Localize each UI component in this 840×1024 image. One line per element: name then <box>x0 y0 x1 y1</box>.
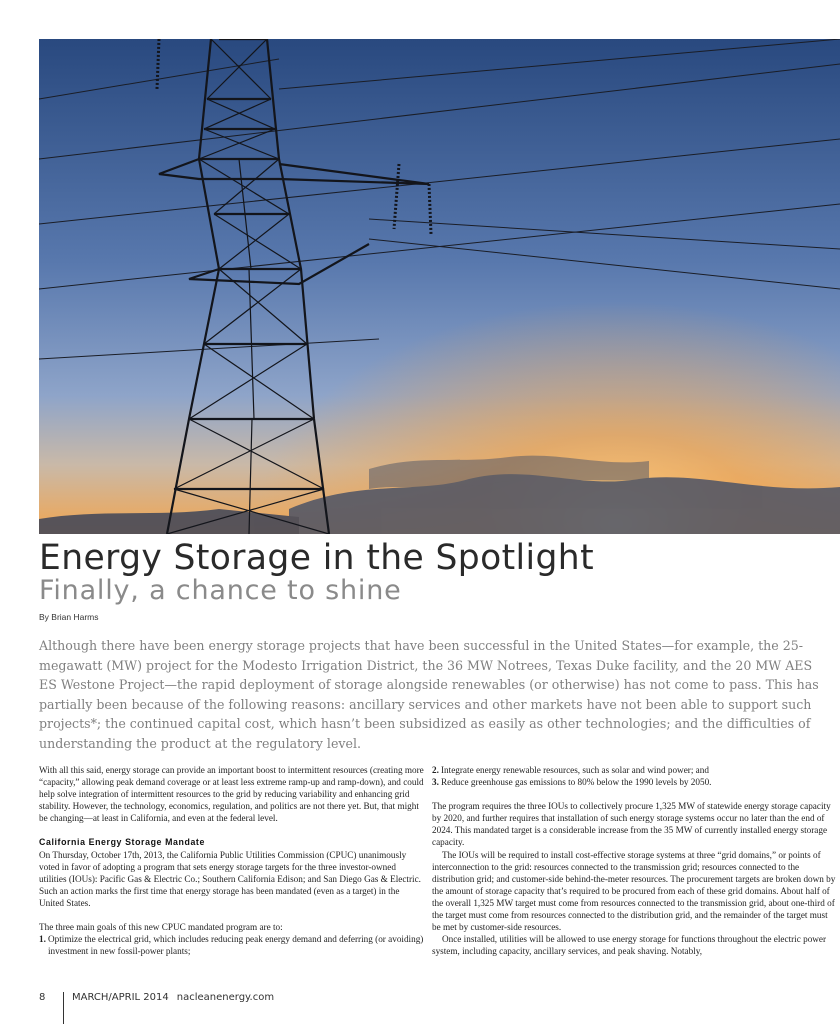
hero-photo <box>39 39 840 534</box>
page-number: 8 <box>39 992 46 1003</box>
website-link[interactable]: nacleanenergy.com <box>176 992 275 1003</box>
list-text: Reduce greenhouse gas emissions to 80% below the 1990 levels by 2050. <box>441 777 712 788</box>
body-paragraph: The IOUs will be required to install cost-effective storage systems at three “grid domains,” or points of interconnection to the grid: resources connected to the transmission grid; resources connected to the distribution grid; and customer-side behind-the-meter resources. The procurement targets are broken down by the amount of storage capacity that’s required to be procured from each of these grid domains. About half of the overall 1,325 MW target must come from resources connected to the transmission grid, about one-third of the target must come from resources connected to the distribution grid, and the remainder of the target must be met by customer-side resources. <box>432 849 836 933</box>
list-text: Optimize the electrical grid, which includes reducing peak energy demand and deferring (or avoiding) investment in new fossil-power plants; <box>48 934 424 957</box>
goal-list-item <box>432 776 836 788</box>
byline: By Brian Harms <box>39 612 99 622</box>
section-heading: California Energy Storage Mandate <box>39 837 205 848</box>
body-paragraph: On Thursday, October 17th, 2013, the California Public Utilities Commission (CPUC) unanimously voted in favor of adopting a program that sets energy storage targets for the three investor-owned utilities (IOUs): Pacific Gas & Electric Co.; Southern California Edison; and San Diego Gas & Electric. Such an action marks the first time that energy storage has been mandated (even as a target) in the United States. <box>39 849 421 908</box>
page-footer <box>39 992 274 1024</box>
body-paragraph: The three main goals of this new CPUC mandated program are to: <box>39 922 283 933</box>
goal-list-item <box>39 933 424 957</box>
list-number: 3. <box>432 777 439 788</box>
issue-date: MARCH/APRIL 2014 <box>72 992 169 1003</box>
list-text: Integrate energy renewable resources, such as solar and wind power; and <box>441 765 709 775</box>
body-paragraph: Once installed, utilities will be allowed to use energy storage for functions throughout the electric power system, including capacity, ancillary services, and peak shaving. Notably, <box>432 934 827 957</box>
right-column <box>432 764 836 957</box>
transmission-tower-photo <box>39 39 840 534</box>
footer-divider <box>63 992 64 1024</box>
article-title: Energy Storage in the Spotlight <box>39 538 594 578</box>
intro-paragraph: Although there have been energy storage projects that have been successful in the United States—for example, the 25-megawatt (MW) project for the Modesto Irrigation District, the 36 MW Notrees, Texas Duke facility, and the 20 MW AES ES Westone Project—the rapid deployment of storage alongside renewables (or otherwise) has not come to pass. This has partially been because of the following reasons: ancillary services and other markets have not been able to support such projects*; the continued capital cost, which hasn’t been subsidized as easily as other technologies; and the difficulties of understanding the product at the regulatory level. <box>39 638 819 751</box>
left-column <box>39 764 424 957</box>
list-number: 1. <box>39 934 46 945</box>
goal-list-item <box>432 764 836 776</box>
body-paragraph: With all this said, energy storage can provide an important boost to intermittent resources (creating more “capacity,” allowing peak demand coverage or at least less extreme ramp-up and ramp-down), and could help solve integration of intermittent resources to the grid by reducing variability and enhancing grid stability. However, the technology, economics, regulation, and politics are not there yet. But, that might be changing—at least in California, and even at the federal level. <box>39 765 424 824</box>
body-paragraph: The program requires the three IOUs to collectively procure 1,325 MW of statewide energy storage capacity by 2020, and further requires that installation of such energy storage systems occur no later than the end of 2024. This mandated target is a considerable increase from the 35 MW of currently installed energy storage capacity. <box>432 801 831 848</box>
list-number: 2. <box>432 765 439 775</box>
article-subtitle: Finally, a chance to shine <box>39 575 402 606</box>
